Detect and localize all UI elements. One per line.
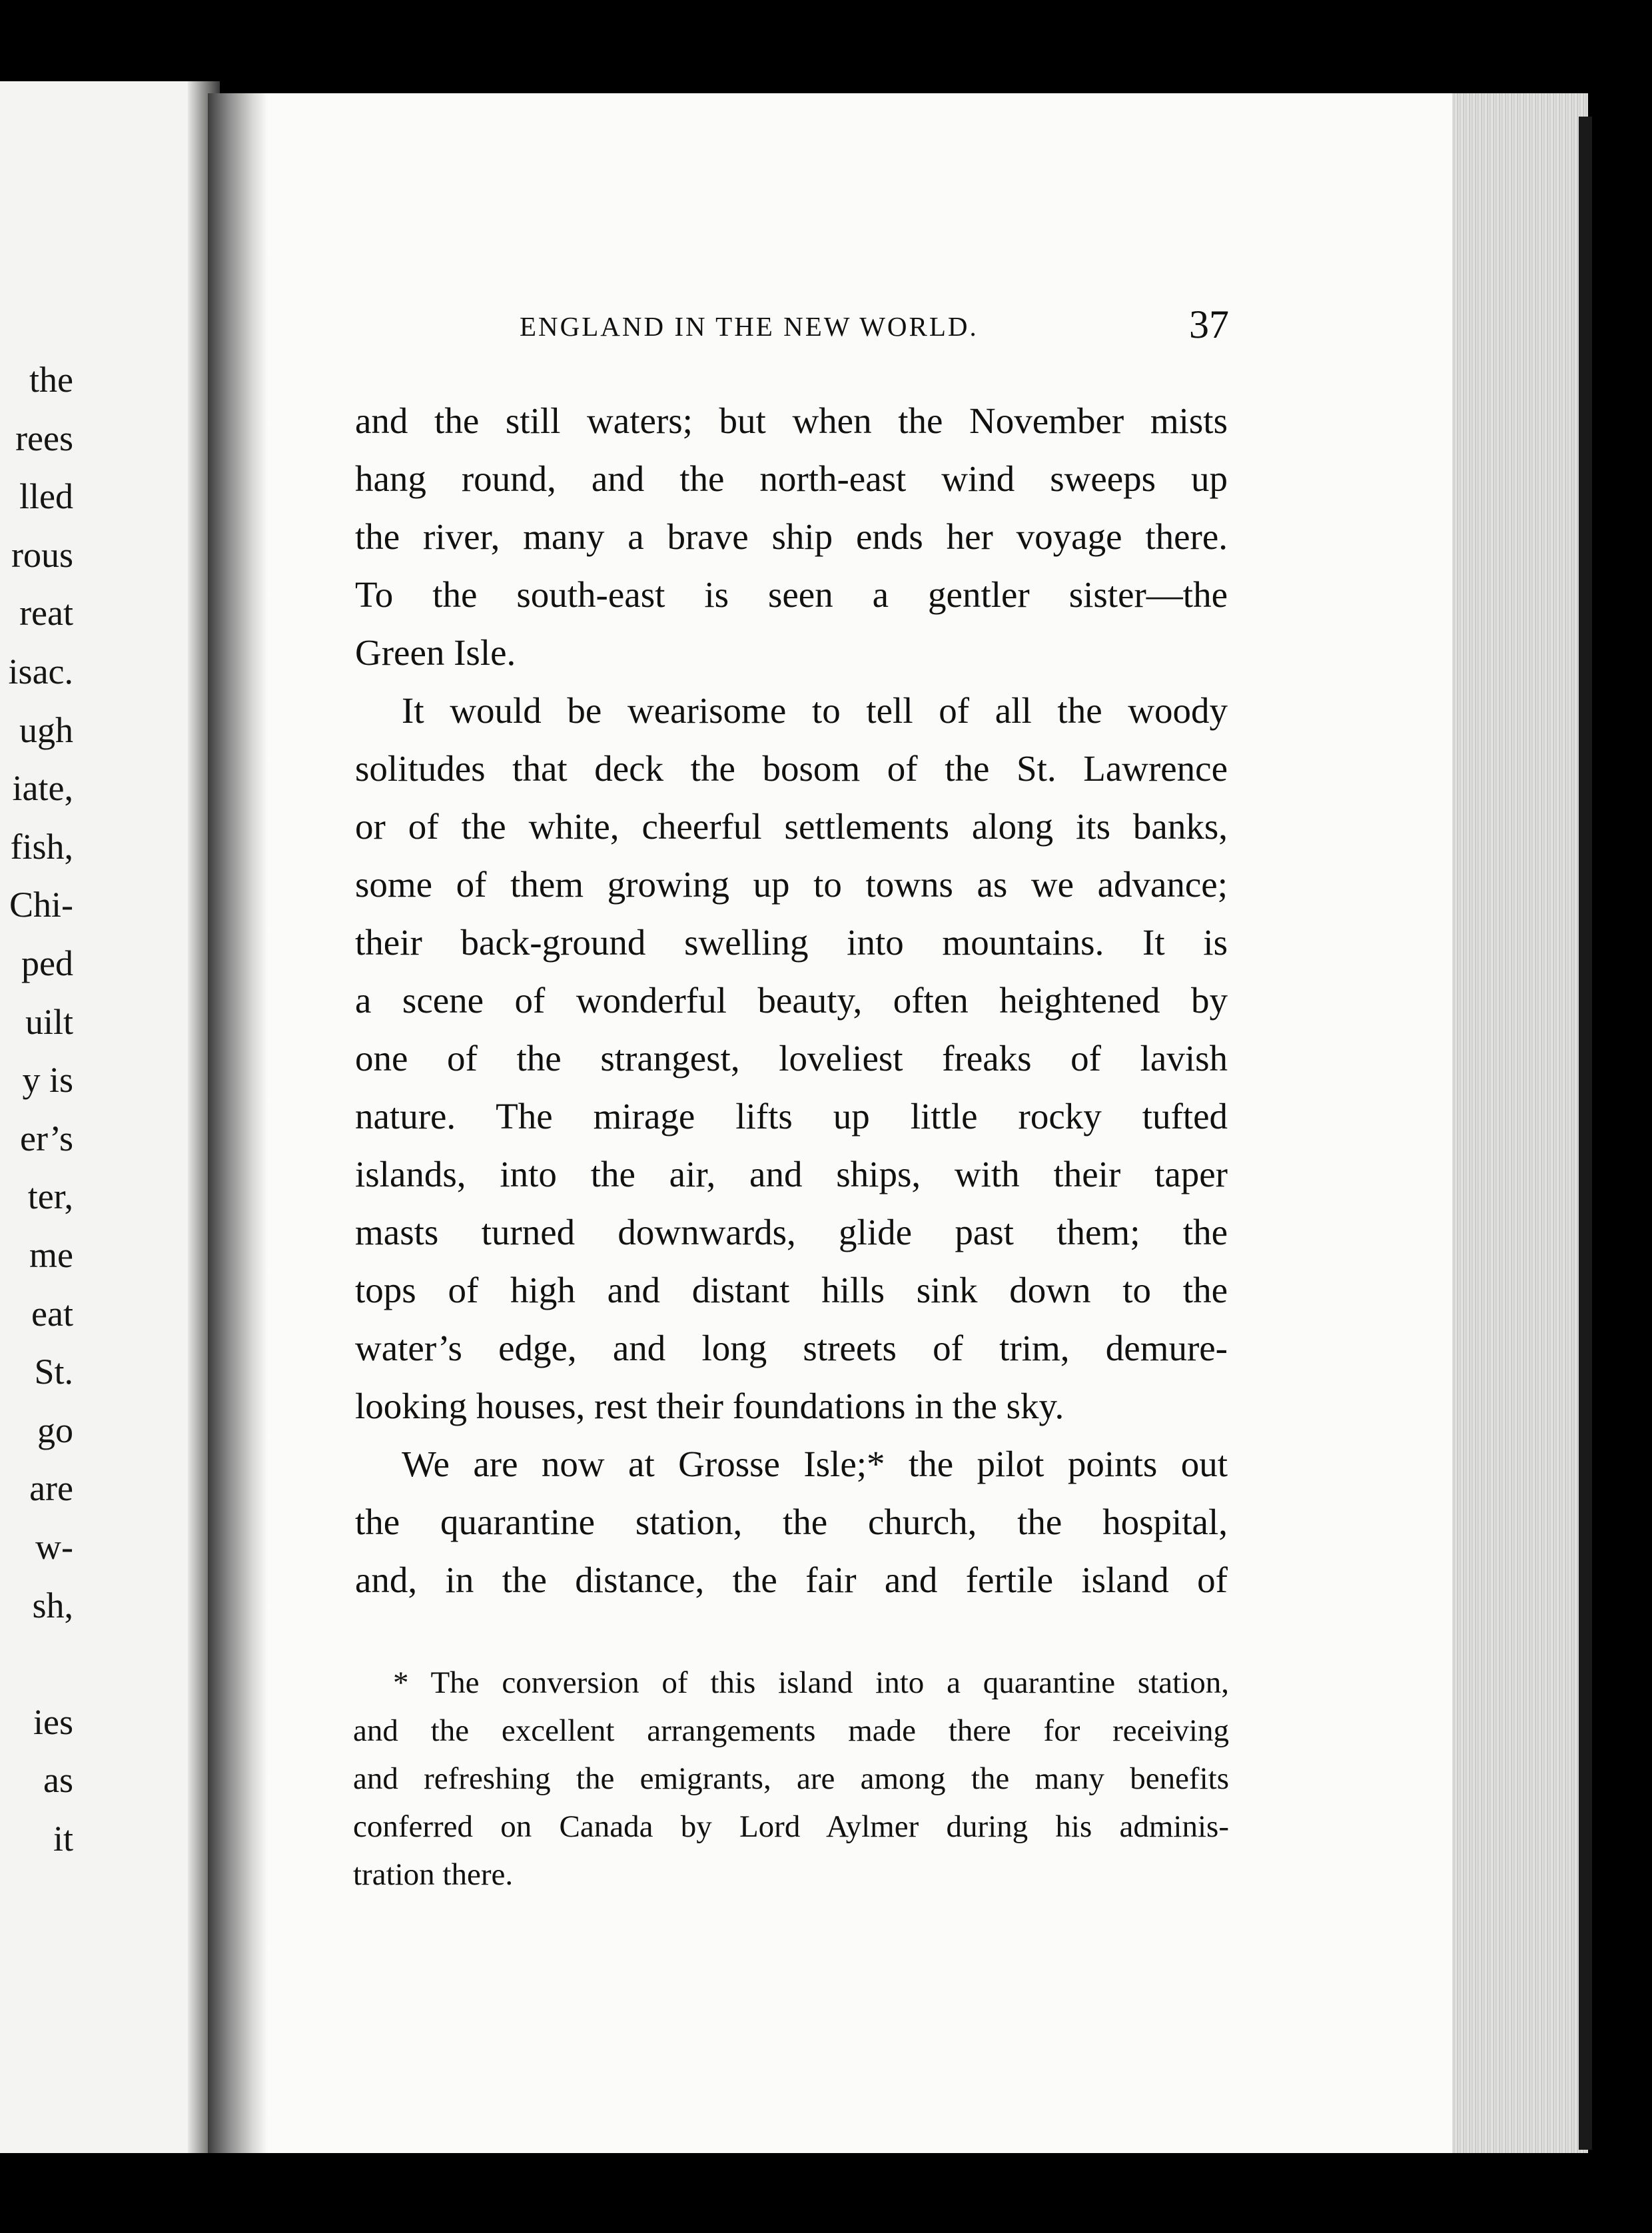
facing-page-line: reat [19,593,73,634]
facing-page-line: uilt [25,1001,73,1042]
text-line: the quarantine station, the church, the hospital, [355,1502,1228,1542]
text-line: tops of high and distant hills sink down to the [355,1270,1228,1310]
facing-page-line: rous [11,534,73,575]
footnote-line: tration there. [353,1857,514,1892]
facing-page-line: me [29,1235,73,1275]
text-line: To the south-east is seen a gentler sister—the [355,574,1228,615]
facing-page-line: Chi- [9,885,73,925]
facing-page-line: sh, [32,1585,73,1625]
book-cover-edge [1579,117,1592,2150]
text-line: It would be wearisome to tell of all the woody [402,690,1228,731]
text-line: a scene of wonderful beauty, often heightened by [355,980,1228,1021]
text-line: solitudes that deck the bosom of the St. Lawrence [355,748,1228,789]
footnote-line: conferred on Canada by Lord Aylmer during his adminis- [353,1809,1229,1844]
text-line: the river, many a brave ship ends her voyage there. [355,516,1228,557]
facing-page-line: ugh [19,709,73,750]
text-line: Green Isle. [355,632,516,673]
text-line: and, in the distance, the fair and fertile island of [355,1560,1228,1600]
facing-page-line: St. [34,1352,73,1392]
text-line: We are now at Grosse Isle;* the pilot points out [402,1444,1228,1484]
facing-page-line: ped [21,943,73,983]
footnote-line: * The conversion of this island into a quarantine station, [393,1665,1229,1700]
text-line: looking houses, rest their foundations in the sky. [355,1386,1064,1426]
facing-page-line: go [37,1410,73,1450]
facing-page-line: rees [15,418,73,458]
running-head: ENGLAND IN THE NEW WORLD. [520,311,979,342]
page-gutter-shadow [208,93,268,2153]
facing-page [0,81,208,2153]
text-line: some of them growing up to towns as we advance; [355,864,1228,905]
facing-page-line: ter, [27,1176,73,1217]
body-text [355,392,1228,1609]
text-line: nature. The mirage lifts up little rocky tufted [355,1096,1228,1136]
facing-page-line: y is [22,1060,73,1101]
facing-page-line: w- [35,1527,73,1567]
facing-page-line: fish, [10,826,73,867]
facing-page-line: iate, [12,768,73,809]
text-line: their back-ground swelling into mountains. It is [355,922,1228,963]
page-number: 37 [1189,302,1229,346]
footnote-line: and refreshing the emigrants, are among the many benefits [353,1761,1229,1796]
text-line: masts turned downwards, glide past them; the [355,1212,1228,1252]
footnote-line: and the excellent arrangements made there for receiving [353,1713,1229,1748]
facing-page-line: as [43,1760,73,1801]
text-line: islands, into the air, and ships, with their taper [355,1154,1228,1194]
text-line: hang round, and the north-east wind sweeps up [355,458,1228,499]
text-line: one of the strangest, loveliest freaks of lavish [355,1038,1228,1079]
facing-page-line: isac. [8,652,73,691]
facing-page-line: are [29,1468,73,1509]
facing-page-line: er’s [20,1118,73,1158]
facing-page-line: lled [19,476,73,517]
facing-page-line: eat [31,1293,73,1334]
footnote [353,1659,1229,1899]
text-line: water’s edge, and long streets of trim, demure- [355,1328,1228,1368]
facing-page-line: the [29,360,73,400]
text-line: and the still waters; but when the November mists [355,400,1228,441]
page-fore-edge [1452,93,1588,2153]
facing-page-line: ies [33,1701,73,1742]
text-line: or of the white, cheerful settlements along its banks, [355,806,1228,847]
facing-page-line: it [53,1819,73,1859]
